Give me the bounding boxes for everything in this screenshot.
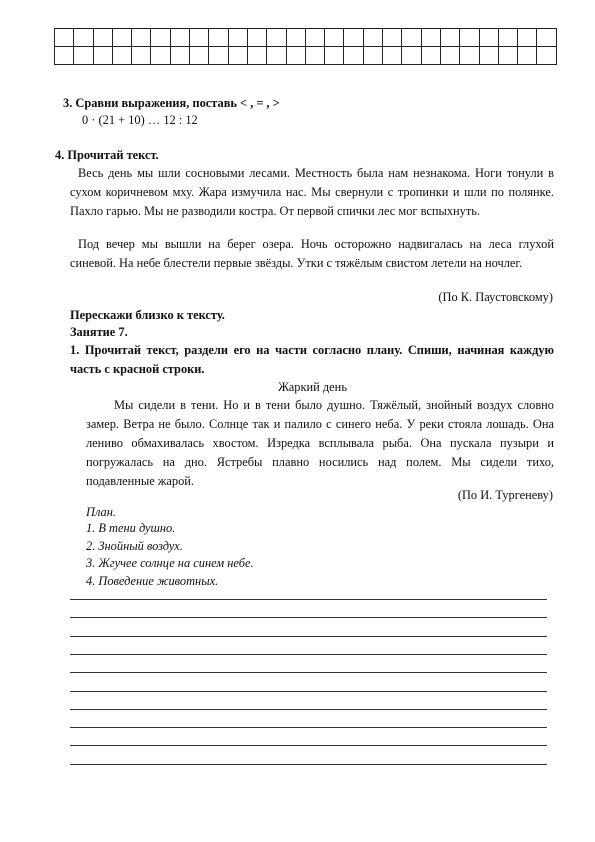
grid-cell[interactable] bbox=[112, 47, 131, 65]
grid-cell[interactable] bbox=[93, 47, 112, 65]
grid-cell[interactable] bbox=[55, 29, 74, 47]
grid-cell[interactable] bbox=[286, 29, 305, 47]
plan-item: 4. Поведение животных. bbox=[86, 573, 219, 588]
task1-text: Мы сидели в тени. Но и в тени было душно. Тяжёлый, знойный воздух словно замер. Ветра не было. Солнце так и палило с синего неба. У реки стояла лошадь. Она лениво обмахивалась хвостом. Изредка всплывала рыба. Она пускала пузыри и погружалась на дно. Ястребы плавно носились над полем. Мы сидели тихо, подавленные жарой. bbox=[86, 398, 554, 488]
writing-line[interactable] bbox=[70, 709, 547, 710]
grid-cell[interactable] bbox=[247, 47, 266, 65]
grid-cell[interactable] bbox=[363, 47, 382, 65]
grid-cell[interactable] bbox=[440, 47, 459, 65]
grid-cell[interactable] bbox=[440, 29, 459, 47]
grid-cell[interactable] bbox=[421, 29, 440, 47]
grid-cell[interactable] bbox=[421, 47, 440, 65]
grid-cell[interactable] bbox=[151, 47, 170, 65]
grid-cell[interactable] bbox=[132, 47, 151, 65]
grid-cell[interactable] bbox=[74, 29, 93, 47]
writing-line[interactable] bbox=[70, 672, 547, 673]
writing-line[interactable] bbox=[70, 745, 547, 746]
answer-grid bbox=[54, 28, 557, 65]
grid-cell[interactable] bbox=[383, 29, 402, 47]
grid-cell[interactable] bbox=[402, 29, 421, 47]
plan-item: 2. Знойный воздух. bbox=[86, 538, 183, 553]
task1-instruction-text: 1. Прочитай текст, раздели его на части согласно плану. Спиши, начиная каждую часть с красной строки. bbox=[70, 343, 554, 376]
grid-cell[interactable] bbox=[305, 29, 324, 47]
writing-line[interactable] bbox=[70, 654, 547, 655]
grid-cell[interactable] bbox=[228, 29, 247, 47]
task1-instruction bbox=[70, 341, 554, 379]
grid-cell[interactable] bbox=[325, 47, 344, 65]
grid-cell[interactable] bbox=[537, 47, 556, 65]
grid-cell[interactable] bbox=[460, 29, 479, 47]
plan-item: 1. В тени душно. bbox=[86, 521, 176, 535]
grid-cell[interactable] bbox=[518, 29, 537, 47]
task1-source: (По И. Тургеневу) bbox=[457, 488, 553, 502]
grid-cell[interactable] bbox=[209, 29, 228, 47]
grid-cell[interactable] bbox=[344, 47, 363, 65]
grid-cell[interactable] bbox=[460, 47, 479, 65]
task4-source: (По К. Паустовскому) bbox=[438, 290, 553, 304]
writing-line[interactable] bbox=[70, 599, 547, 600]
plan-item: 3. Жгучее солнце на синем небе. bbox=[86, 556, 254, 570]
writing-line[interactable] bbox=[70, 727, 547, 728]
grid-cell[interactable] bbox=[363, 29, 382, 47]
grid-cell[interactable] bbox=[402, 47, 421, 65]
grid-cell[interactable] bbox=[151, 29, 170, 47]
task4-paragraph-1: Весь день мы шли сосновыми лесами. Местность была нам незнакома. Ноги тонули в сухом коричневом мху. Жара измучила нас. Мы свернули с тропинки и шли по полянке. Пахло гарью. Мы не разводили костра. От первой спички лес мог вспыхнуть. bbox=[70, 166, 554, 218]
grid-cell[interactable] bbox=[112, 29, 131, 47]
grid-cell[interactable] bbox=[93, 29, 112, 47]
grid-cell[interactable] bbox=[325, 29, 344, 47]
grid-cell[interactable] bbox=[190, 47, 209, 65]
task3-expression: 0 · (21 + 10) … 12 : 12 bbox=[82, 113, 198, 127]
lesson-title: Занятие 7. bbox=[70, 325, 128, 339]
grid-cell[interactable] bbox=[383, 47, 402, 65]
writing-line[interactable] bbox=[70, 691, 547, 692]
grid-cell[interactable] bbox=[498, 47, 517, 65]
grid-cell[interactable] bbox=[55, 47, 74, 65]
grid-cell[interactable] bbox=[344, 29, 363, 47]
grid-cell[interactable] bbox=[286, 47, 305, 65]
grid-cell[interactable] bbox=[479, 29, 498, 47]
grid-cell[interactable] bbox=[170, 29, 189, 47]
retell-instruction: Перескажи близко к тексту. bbox=[70, 308, 225, 322]
grid-cell[interactable] bbox=[305, 47, 324, 65]
plan-list bbox=[86, 520, 254, 590]
task4-title: 4. Прочитай текст. bbox=[55, 148, 159, 162]
grid-row bbox=[55, 29, 557, 47]
grid-cell[interactable] bbox=[479, 47, 498, 65]
task4-paragraph-2: Под вечер мы вышли на берег озера. Ночь осторожно надвигалась на леса глухой синевой. На небе блестели первые звёзды. Утки с тяжёлым свистом летели на ночлег. bbox=[70, 237, 554, 270]
grid-cell[interactable] bbox=[74, 47, 93, 65]
writing-line[interactable] bbox=[70, 617, 547, 618]
grid-cell[interactable] bbox=[518, 47, 537, 65]
grid-cell[interactable] bbox=[267, 29, 286, 47]
grid-row bbox=[55, 47, 557, 65]
grid-cell[interactable] bbox=[190, 29, 209, 47]
writing-line[interactable] bbox=[70, 764, 547, 765]
grid-cell[interactable] bbox=[209, 47, 228, 65]
grid-cell[interactable] bbox=[170, 47, 189, 65]
grid-cell[interactable] bbox=[537, 29, 556, 47]
task3-title: 3. Сравни выражения, поставь < , = , > bbox=[63, 96, 280, 110]
grid-cell[interactable] bbox=[498, 29, 517, 47]
text-title: Жаркий день bbox=[278, 380, 347, 394]
plan-title: План. bbox=[86, 505, 116, 519]
grid-cell[interactable] bbox=[267, 47, 286, 65]
grid-cell[interactable] bbox=[247, 29, 266, 47]
grid-cell[interactable] bbox=[132, 29, 151, 47]
writing-line[interactable] bbox=[70, 636, 547, 637]
grid-cell[interactable] bbox=[228, 47, 247, 65]
